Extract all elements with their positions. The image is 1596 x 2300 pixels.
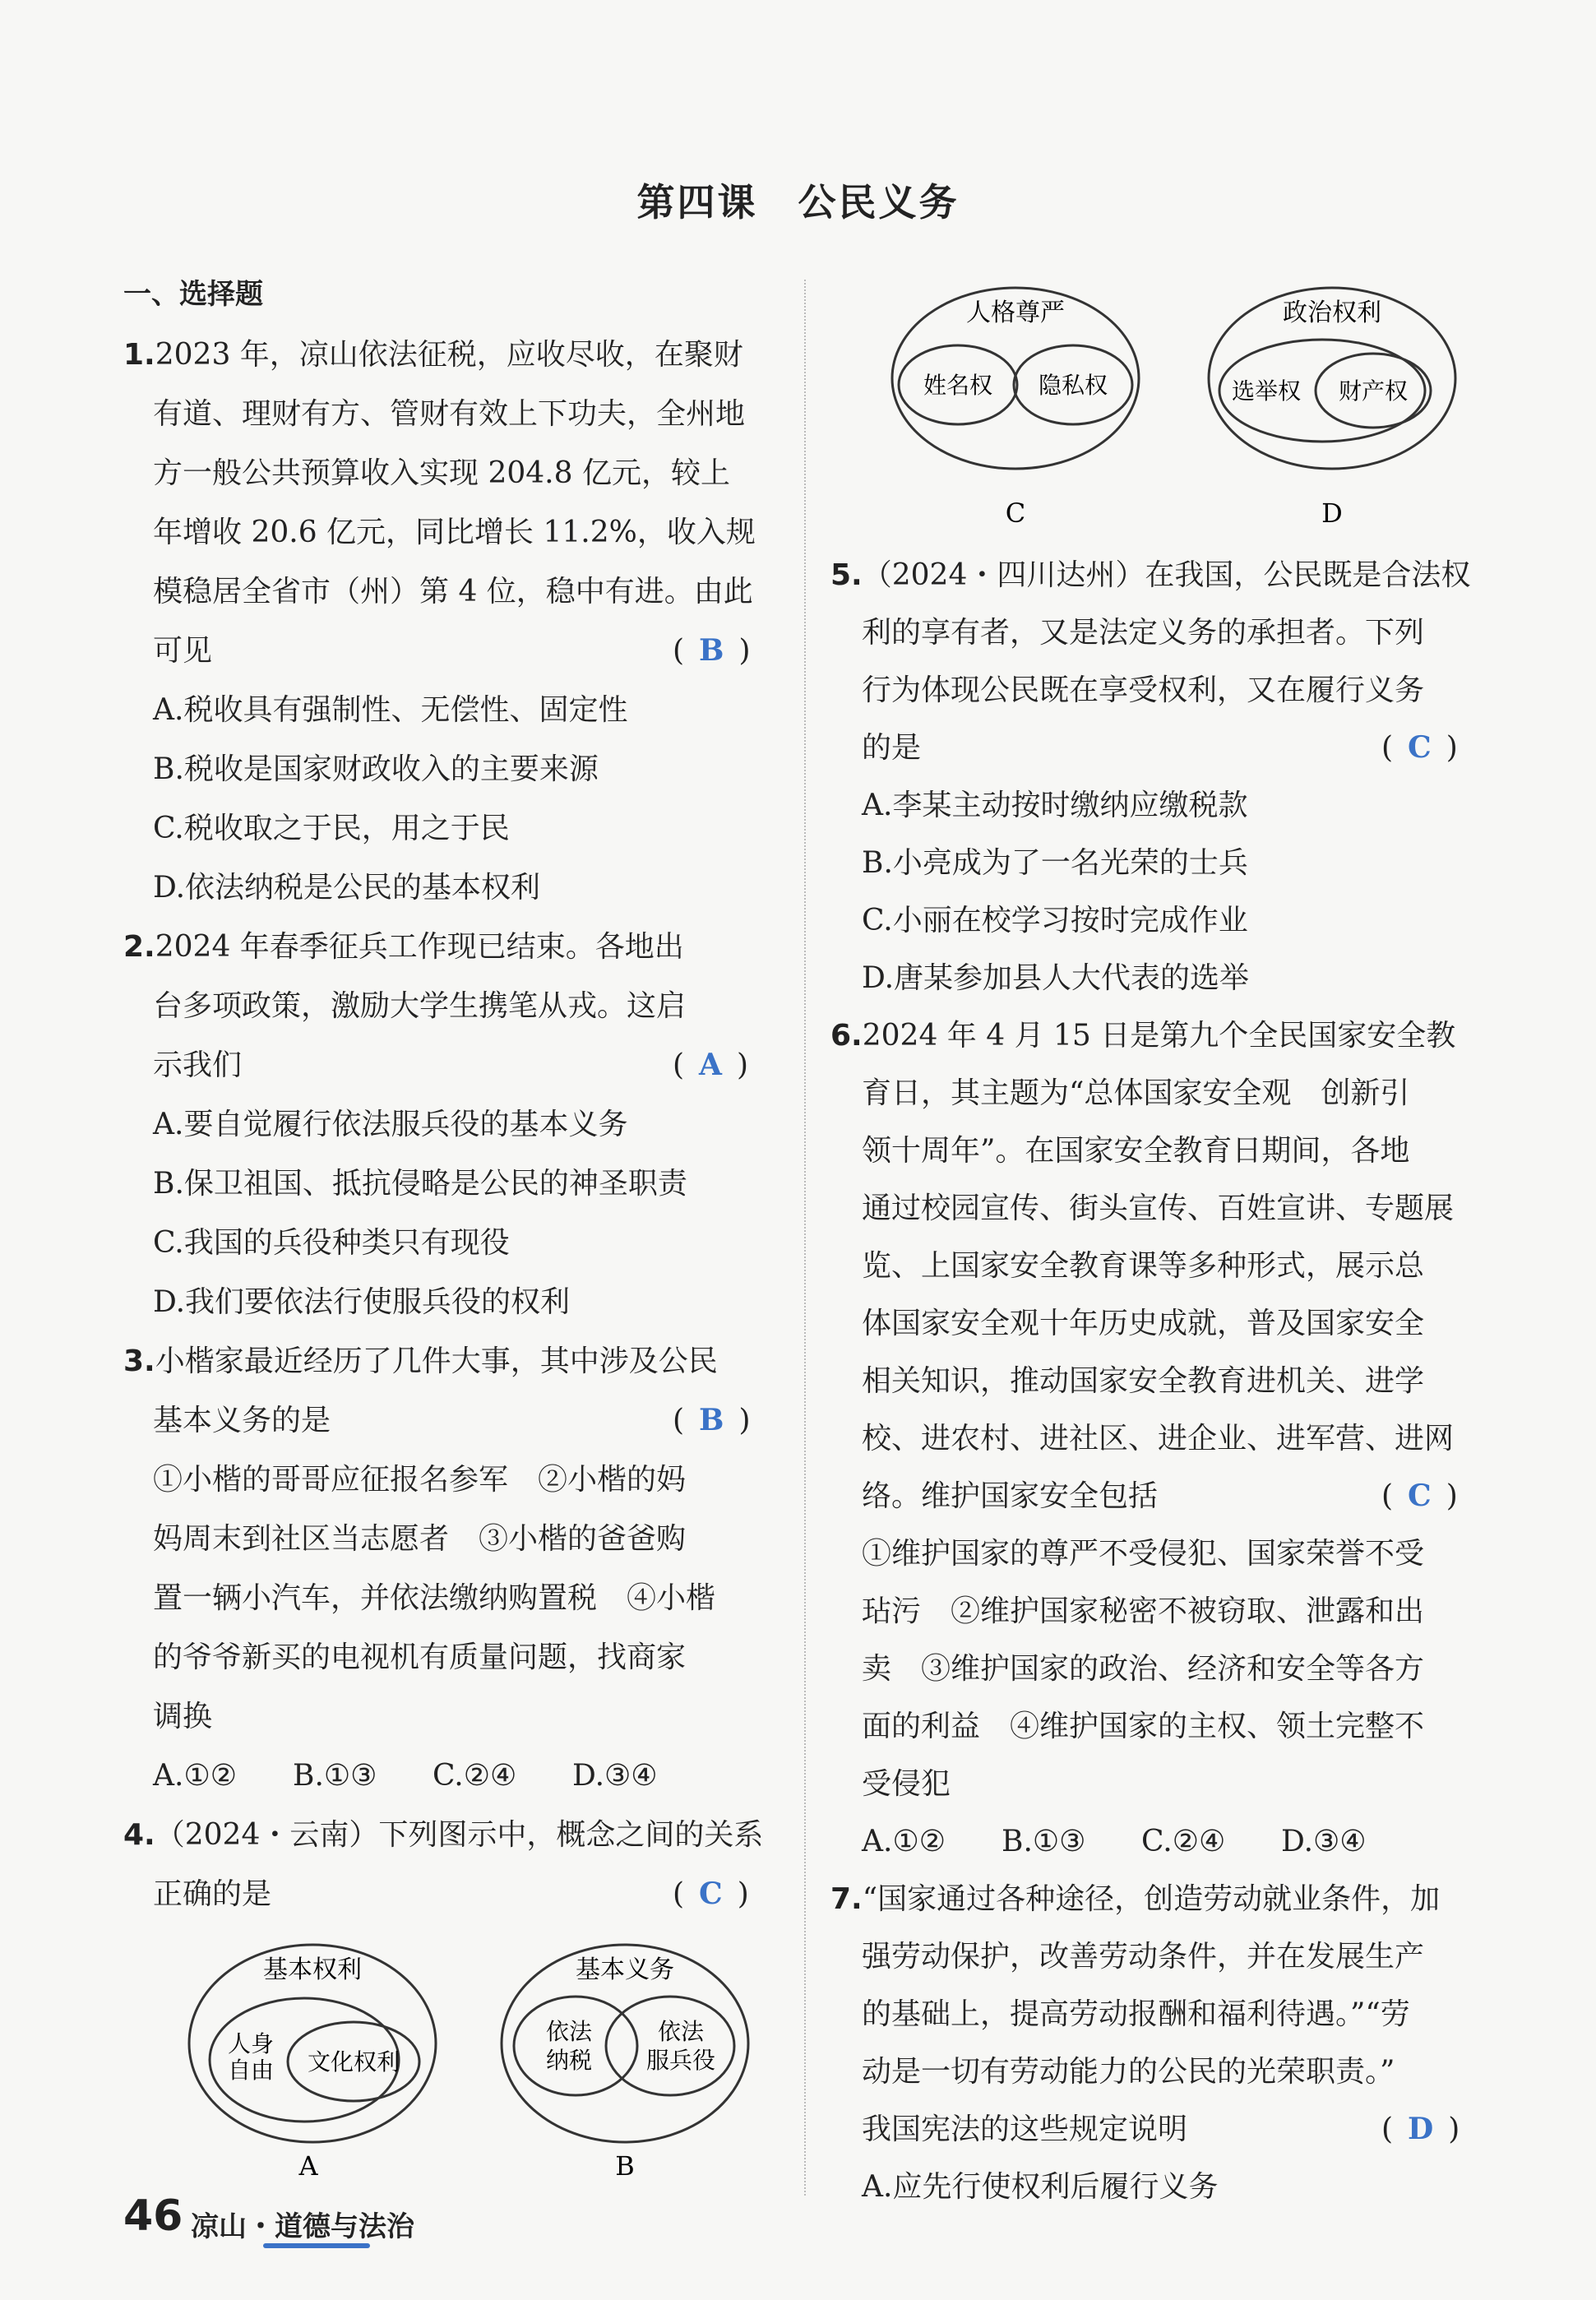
answer-bracket: ( C ) bbox=[1381, 1479, 1458, 1513]
option: B.小亮成为了一名光荣的士兵 bbox=[862, 846, 1248, 880]
question-number: 7. bbox=[830, 1882, 863, 1916]
question-2-line: 2.2024 年春季征兵工作现已结束。各地出 bbox=[123, 930, 684, 964]
option: B.保卫祖国、抵抗侵略是公民的神圣职责 bbox=[153, 1167, 687, 1201]
question-5-line: 5.（2024・四川达州）在我国，公民既是合法权 bbox=[830, 558, 1471, 592]
question-6-line: 通过校园宣传、街头宣传、百姓宣讲、专题展 bbox=[862, 1192, 1455, 1225]
answer-bracket: ( B ) bbox=[673, 1403, 751, 1437]
option-row bbox=[862, 1812, 1421, 1872]
question-5-line: 行为体现公民既在享受权利，又在履行义务 bbox=[862, 673, 1425, 707]
option: D.我们要依法行使服兵役的权利 bbox=[153, 1285, 571, 1319]
option: B.①③ bbox=[1002, 1825, 1086, 1858]
diagram-label: D bbox=[1321, 497, 1343, 529]
option: D.③④ bbox=[1281, 1825, 1367, 1858]
inner1-label-bottom: 自由 bbox=[227, 2057, 275, 2084]
statement-line: 玷污 ②维护国家秘密不被窃取、泄露和出 bbox=[862, 1594, 1425, 1628]
option: C.②④ bbox=[1141, 1825, 1226, 1858]
answer-letter: B bbox=[699, 633, 724, 668]
statement-line: 调换 bbox=[153, 1700, 213, 1733]
question-1-line: 年增收 20.6 亿元，同比增长 11.2%，收入规 bbox=[153, 516, 756, 549]
question-4-line: 正确的是 bbox=[153, 1877, 272, 1911]
question-5-line: 利的享有者，又是法定义务的承担者。下列 bbox=[862, 616, 1425, 650]
question-1-line: 模稳居全省市（州）第 4 位，稳中有进。由此 bbox=[153, 575, 753, 609]
option: B.①③ bbox=[293, 1759, 377, 1793]
answer-letter: C bbox=[1408, 730, 1432, 765]
section-heading: 一、选择题 bbox=[123, 278, 263, 311]
answer-bracket: ( B ) bbox=[673, 633, 751, 668]
answer-bracket: ( C ) bbox=[1381, 730, 1458, 765]
option: A.要自觉履行依法服兵役的基本义务 bbox=[153, 1108, 628, 1141]
option: C.小丽在校学习按时完成作业 bbox=[862, 904, 1248, 937]
venn-diagram-d bbox=[1200, 284, 1464, 530]
question-6-line: 览、上国家安全教育课等多种形式，展示总 bbox=[862, 1249, 1425, 1283]
question-number: 6. bbox=[830, 1019, 863, 1053]
question-3-line: 基本义务的是 bbox=[153, 1404, 331, 1437]
question-1-line: 1.2023 年，凉山依法征税，应收尽收，在聚财 bbox=[123, 338, 743, 372]
inner1-label-bottom: 纳税 bbox=[545, 2047, 593, 2074]
statement-line: 受侵犯 bbox=[862, 1767, 951, 1801]
question-number: 3. bbox=[123, 1344, 155, 1378]
question-4-line: 4.（2024・云南）下列图示中，概念之间的关系 bbox=[123, 1818, 764, 1852]
question-6-line: 校、进农村、进社区、进企业、进军营、进网 bbox=[862, 1422, 1455, 1455]
footer-title: 凉山・道德与法治 bbox=[191, 2210, 414, 2243]
question-number: 4. bbox=[123, 1818, 155, 1852]
inner1-label: 选举权 bbox=[1231, 377, 1302, 405]
answer-letter: B bbox=[699, 1403, 724, 1437]
page-number: 46 bbox=[123, 2191, 183, 2241]
answer-letter: C bbox=[699, 1877, 723, 1911]
outer-label: 基本权利 bbox=[263, 1955, 362, 1984]
option: D.唐某参加县人大代表的选举 bbox=[862, 961, 1250, 995]
question-1-line: 可见 bbox=[153, 634, 213, 668]
option: A.①② bbox=[153, 1759, 237, 1793]
question-number: 5. bbox=[830, 558, 863, 592]
statement-line: 置一辆小汽车，并依法缴纳购置税 ④小楷 bbox=[153, 1581, 716, 1615]
inner2-label-bottom: 服兵役 bbox=[645, 2047, 716, 2074]
question-6-line: 体国家安全观十年历史成就，普及国家安全 bbox=[862, 1307, 1425, 1340]
venn-diagram-c bbox=[884, 284, 1147, 530]
statement-line: 面的利益 ④维护国家的主权、领土完整不 bbox=[862, 1710, 1425, 1743]
option-row bbox=[153, 1747, 712, 1806]
outer-label: 政治权利 bbox=[1283, 298, 1381, 327]
option: A.李某主动按时缴纳应缴税款 bbox=[862, 789, 1248, 822]
question-1-line: 有道、理财有方、管财有效上下功夫，全州地 bbox=[153, 397, 746, 431]
statement-line: 妈周末到社区当志愿者 ③小楷的爸爸购 bbox=[153, 1522, 687, 1556]
answer-bracket: ( D ) bbox=[1381, 2112, 1460, 2146]
inner2-label: 财产权 bbox=[1338, 377, 1409, 405]
question-7-line: 的基础上，提高劳动报酬和福利待遇。”“劳 bbox=[862, 1997, 1410, 2031]
inner1-label: 姓名权 bbox=[923, 372, 993, 399]
inner-circle-1 bbox=[514, 1997, 637, 2095]
question-7-line: 强劳动保护，改善劳动条件，并在发展生产 bbox=[862, 1940, 1425, 1974]
question-6-line: 6.2024 年 4 月 15 日是第九个全民国家安全教 bbox=[830, 1019, 1456, 1053]
answer-bracket: ( A ) bbox=[673, 1048, 749, 1082]
inner-circle-2 bbox=[606, 1997, 734, 2095]
question-5-line: 的是 bbox=[862, 731, 922, 765]
option: A.税收具有强制性、无偿性、固定性 bbox=[153, 693, 628, 727]
inner2-label: 隐私权 bbox=[1038, 372, 1108, 399]
question-6-line: 络。维护国家安全包括 bbox=[862, 1479, 1159, 1513]
option: D.依法纳税是公民的基本权利 bbox=[153, 871, 541, 905]
question-3-line: 3.小楷家最近经历了几件大事，其中涉及公民 bbox=[123, 1344, 718, 1378]
question-6-line: 相关知识，推动国家安全教育进机关、进学 bbox=[862, 1364, 1425, 1398]
page-title: 第四课 公民义务 bbox=[636, 180, 960, 224]
answer-letter: D bbox=[1408, 2112, 1434, 2146]
question-2-line: 示我们 bbox=[153, 1048, 243, 1082]
inner2-label-top: 依法 bbox=[657, 2018, 705, 2045]
answer-letter: A bbox=[699, 1048, 722, 1082]
statement-line: 卖 ③维护国家的政治、经济和安全等各方 bbox=[862, 1652, 1425, 1686]
inner1-label-top: 人身 bbox=[227, 2030, 275, 2057]
statement-line: 的爷爷新买的电视机有质量问题，找商家 bbox=[153, 1641, 687, 1674]
question-6-line: 领十周年”。在国家安全教育日期间，各地 bbox=[862, 1134, 1410, 1168]
option: A.①② bbox=[862, 1825, 946, 1858]
option: A.应先行使权利后履行义务 bbox=[862, 2170, 1219, 2204]
option: D.③④ bbox=[572, 1759, 658, 1793]
inner1-label-top: 依法 bbox=[545, 2018, 593, 2045]
question-7-line: 我国宪法的这些规定说明 bbox=[862, 2113, 1188, 2146]
question-6-line: 育日，其主题为“总体国家安全观 创新引 bbox=[862, 1076, 1410, 1110]
option: C.②④ bbox=[433, 1759, 517, 1793]
venn-diagram-b bbox=[493, 1937, 756, 2183]
question-number: 2. bbox=[123, 930, 155, 964]
answer-bracket: ( C ) bbox=[673, 1877, 749, 1911]
question-7-line: 动是一切有劳动能力的公民的光荣职责。” bbox=[862, 2055, 1395, 2089]
option: C.我国的兵役种类只有现役 bbox=[153, 1226, 510, 1260]
option: B.税收是国家财政收入的主要来源 bbox=[153, 752, 599, 786]
question-2-line: 台多项政策，激励大学生携笔从戎。这启 bbox=[153, 989, 687, 1023]
diagram-label: A bbox=[298, 2150, 318, 2182]
venn-diagram-a bbox=[181, 1937, 444, 2183]
statement-line: ①小楷的哥哥应征报名参军 ②小楷的妈 bbox=[153, 1463, 687, 1497]
inner2-label: 文化权利 bbox=[307, 2048, 400, 2076]
outer-label: 基本义务 bbox=[576, 1955, 674, 1984]
question-1-line: 方一般公共预算收入实现 204.8 亿元，较上 bbox=[153, 456, 730, 490]
statement-line: ①维护国家的尊严不受侵犯、国家荣誉不受 bbox=[862, 1537, 1425, 1571]
option: C.税收取之于民，用之于民 bbox=[153, 812, 510, 845]
answer-letter: C bbox=[1408, 1479, 1432, 1513]
diagram-label: B bbox=[615, 2150, 635, 2182]
column-divider bbox=[804, 280, 806, 2196]
question-number: 1. bbox=[123, 338, 155, 372]
outer-label: 人格尊严 bbox=[966, 298, 1065, 327]
question-7-line: 7.“国家通过各种途径，创造劳动就业条件，加 bbox=[830, 1882, 1441, 1916]
footer-accent-bar bbox=[263, 2243, 370, 2248]
diagram-label: C bbox=[1005, 497, 1026, 529]
